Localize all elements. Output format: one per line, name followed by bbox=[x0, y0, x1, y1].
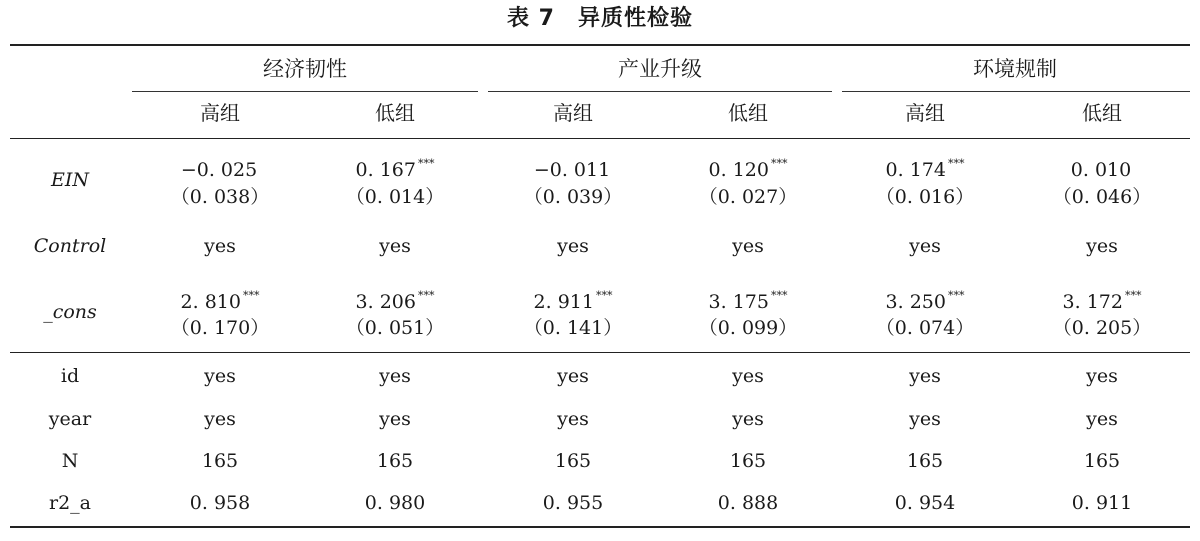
table-cell: yes bbox=[557, 408, 589, 430]
row-label-ein: EIN bbox=[51, 169, 89, 191]
group-header: 经济韧性 bbox=[263, 57, 347, 81]
subgroup-header: 高组 bbox=[200, 101, 240, 125]
row-label-year: year bbox=[48, 408, 92, 430]
table-cell: 0. 980 bbox=[364, 492, 426, 514]
table-cell: 0. 888 bbox=[717, 492, 779, 514]
table-cell: 3. 250 *** bbox=[885, 289, 965, 313]
table-cell: 165 bbox=[729, 450, 767, 472]
table-cell: 165 bbox=[376, 450, 414, 472]
table-cell-se: （0. 205） bbox=[1052, 317, 1152, 339]
table-cell: yes bbox=[909, 365, 941, 387]
subgroup-header: 高组 bbox=[905, 101, 945, 125]
bottom-rule bbox=[10, 526, 1190, 528]
body-rule bbox=[10, 352, 1190, 353]
table-cell: yes bbox=[379, 235, 411, 257]
header-rule bbox=[10, 138, 1190, 139]
table-cell: 0. 010 bbox=[1070, 159, 1132, 181]
table-cell-se: （0. 051） bbox=[345, 317, 445, 339]
table-cell-se: （0. 141） bbox=[523, 317, 623, 339]
group-underline bbox=[132, 91, 478, 92]
table-cell: 165 bbox=[906, 450, 944, 472]
table-cell: yes bbox=[379, 408, 411, 430]
group-header: 产业升级 bbox=[618, 57, 702, 81]
table-cell: yes bbox=[204, 365, 236, 387]
group-underline bbox=[488, 91, 832, 92]
table-cell: yes bbox=[204, 235, 236, 257]
table-cell-se: （0. 170） bbox=[170, 317, 270, 339]
table-cell: 3. 175 *** bbox=[708, 289, 788, 313]
table-cell: 165 bbox=[1083, 450, 1121, 472]
table-cell: yes bbox=[909, 408, 941, 430]
row-label-n: N bbox=[61, 450, 79, 472]
table-cell-se: （0. 046） bbox=[1052, 186, 1152, 208]
table-cell: 165 bbox=[201, 450, 239, 472]
table-cell: −0. 011 bbox=[533, 159, 611, 181]
row-label-control: Control bbox=[33, 235, 107, 257]
table-cell: 3. 206 *** bbox=[355, 289, 435, 313]
table-cell: 3. 172 *** bbox=[1062, 289, 1142, 313]
table-cell: yes bbox=[1086, 408, 1118, 430]
subgroup-header: 低组 bbox=[375, 101, 415, 125]
group-header: 环境规制 bbox=[973, 57, 1057, 81]
table-cell: yes bbox=[909, 235, 941, 257]
table-cell: 0. 120 *** bbox=[708, 157, 788, 181]
table-cell-se: （0. 016） bbox=[875, 186, 975, 208]
table-cell: yes bbox=[732, 235, 764, 257]
table-cell: yes bbox=[379, 365, 411, 387]
table-cell-se: （0. 074） bbox=[875, 317, 975, 339]
table-cell-se: （0. 014） bbox=[345, 186, 445, 208]
table-cell: 0. 958 bbox=[189, 492, 251, 514]
table-cell: yes bbox=[732, 408, 764, 430]
table-cell-se: （0. 099） bbox=[698, 317, 798, 339]
table-cell: −0. 025 bbox=[180, 159, 258, 181]
table-title: 表 7 异质性检验 bbox=[507, 6, 693, 31]
table-cell: 0. 167 *** bbox=[355, 157, 435, 181]
table-cell-se: （0. 027） bbox=[698, 186, 798, 208]
subgroup-header: 低组 bbox=[728, 101, 768, 125]
subgroup-header: 高组 bbox=[553, 101, 593, 125]
table-cell: 0. 911 bbox=[1071, 492, 1133, 514]
table-cell: 2. 911 *** bbox=[533, 289, 613, 313]
group-underline bbox=[842, 91, 1190, 92]
table-cell: 2. 810 *** bbox=[180, 289, 260, 313]
table-cell: 0. 174 *** bbox=[885, 157, 965, 181]
top-rule bbox=[10, 44, 1190, 46]
table-cell: yes bbox=[732, 365, 764, 387]
subgroup-header: 低组 bbox=[1082, 101, 1122, 125]
table-cell: yes bbox=[557, 365, 589, 387]
table-cell-se: （0. 038） bbox=[170, 186, 270, 208]
table-cell: yes bbox=[557, 235, 589, 257]
table-cell: 0. 955 bbox=[542, 492, 604, 514]
table-cell: 0. 954 bbox=[894, 492, 956, 514]
row-label-cons: _cons bbox=[43, 301, 97, 323]
table-cell: yes bbox=[204, 408, 236, 430]
row-label-id: id bbox=[60, 365, 80, 387]
table-cell: yes bbox=[1086, 365, 1118, 387]
row-label-r2a: r2_a bbox=[49, 492, 91, 514]
table-cell-se: （0. 039） bbox=[523, 186, 623, 208]
table-cell: 165 bbox=[554, 450, 592, 472]
table-cell: yes bbox=[1086, 235, 1118, 257]
